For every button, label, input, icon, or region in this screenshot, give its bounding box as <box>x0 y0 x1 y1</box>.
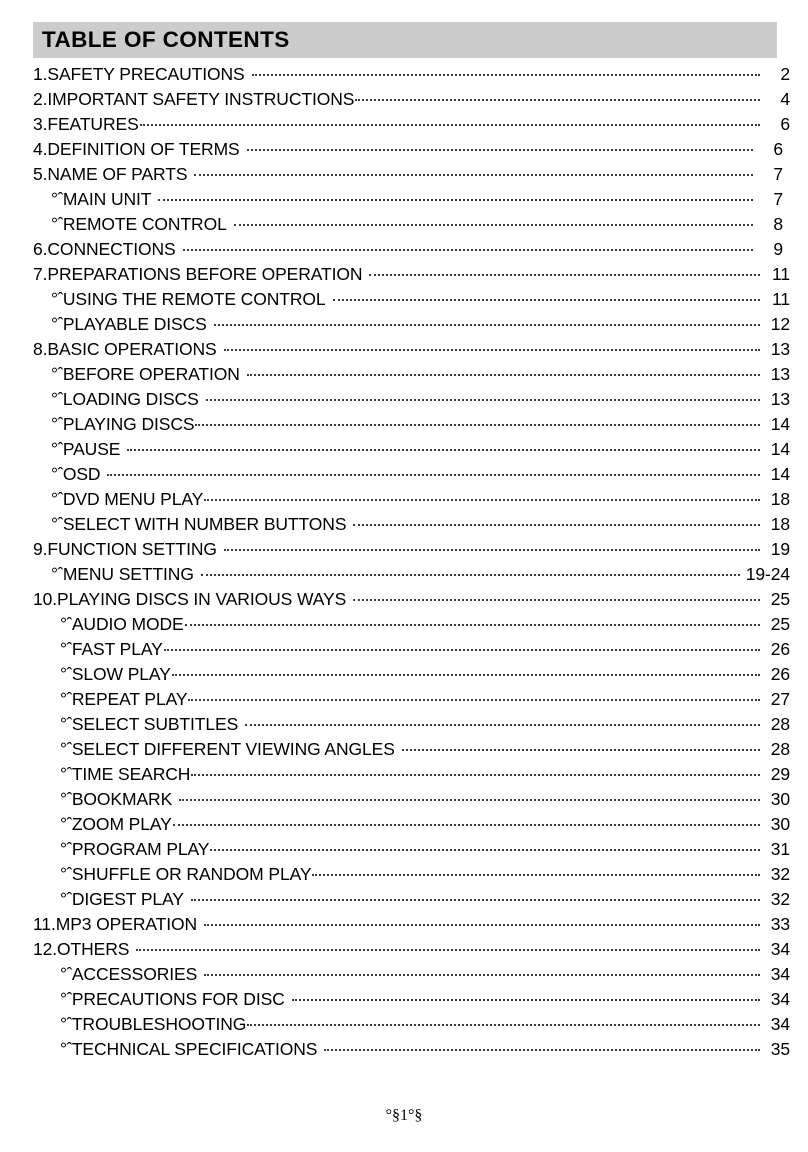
toc-entry-label: SELECT SUBTITLES <box>71 714 239 734</box>
toc-entry-page-number: 26 <box>770 664 790 684</box>
dot-leader <box>183 248 753 251</box>
bullet-icon: °ˆ <box>60 689 72 709</box>
toc-entry-label: SHUFFLE OR RANDOM PLAY <box>71 864 312 884</box>
bullet-icon: °ˆ <box>60 739 72 759</box>
toc-entry-page-number: 13 <box>770 364 790 384</box>
toc-entry-label: 2.IMPORTANT SAFETY INSTRUCTIONS <box>33 89 355 109</box>
toc-entry-page-number: 26 <box>770 639 790 659</box>
toc-entry-page-number: 14 <box>770 414 790 434</box>
bullet-icon: °ˆ <box>60 1014 72 1034</box>
toc-entry-label: 10.PLAYING DISCS IN VARIOUS WAYS <box>33 589 347 609</box>
dot-leader <box>402 748 760 751</box>
dot-leader <box>247 148 753 151</box>
bullet-icon: °ˆ <box>51 314 63 334</box>
bullet-icon: °ˆ <box>60 789 72 809</box>
toc-entry-label: AUDIO MODE <box>71 614 184 634</box>
toc-entry-page-number: 19-24 <box>745 564 790 584</box>
toc-entry-label: PLAYABLE DISCS <box>62 314 207 334</box>
toc-entry-page-number: 8 <box>773 214 783 234</box>
toc-entry-label: REPEAT PLAY <box>71 689 188 709</box>
toc-entry[interactable] <box>0 1039 808 1064</box>
toc-entry[interactable] <box>0 364 808 389</box>
toc-entry[interactable] <box>0 839 808 864</box>
toc-entry[interactable] <box>0 289 808 314</box>
toc-entry-page-number: 18 <box>770 514 790 534</box>
toc-entry[interactable] <box>0 439 808 464</box>
dot-leader <box>369 273 760 276</box>
toc-entry[interactable] <box>0 514 808 539</box>
bullet-icon: °ˆ <box>60 764 72 784</box>
toc-entry[interactable] <box>0 814 808 839</box>
dot-leader <box>172 673 760 676</box>
dot-leader <box>136 948 760 951</box>
toc-entry-page-number: 30 <box>770 789 790 809</box>
dot-leader <box>185 623 760 626</box>
toc-entry-label: 8.BASIC OPERATIONS <box>33 339 217 359</box>
toc-entry-page-number: 29 <box>770 764 790 784</box>
toc-entry-page-number: 19 <box>770 539 790 559</box>
toc-entry-page-number: 6 <box>773 139 783 159</box>
toc-entry-label: ZOOM PLAY <box>71 814 172 834</box>
toc-entry[interactable] <box>0 589 808 614</box>
toc-entry-page-number: 14 <box>770 439 790 459</box>
toc-entry[interactable] <box>0 89 808 114</box>
dot-leader <box>245 723 760 726</box>
bullet-icon: °ˆ <box>60 864 72 884</box>
bullet-icon: °ˆ <box>60 714 72 734</box>
toc-entry[interactable] <box>0 489 808 514</box>
toc-entry-page-number: 27 <box>770 689 790 709</box>
toc-entry-label: DVD MENU PLAY <box>62 489 204 509</box>
dot-leader <box>324 1048 760 1051</box>
toc-entry-page-number: 34 <box>770 1014 790 1034</box>
toc-entry[interactable] <box>0 414 808 439</box>
toc-entry-label: ACCESSORIES <box>71 964 198 984</box>
page-number-footer: °§1°§ <box>385 1107 423 1124</box>
toc-entry-page-number: 33 <box>770 914 790 934</box>
dot-leader <box>224 348 760 351</box>
dot-leader <box>206 398 760 401</box>
toc-entry-page-number: 9 <box>773 239 783 259</box>
toc-entry-label: OSD <box>62 464 101 484</box>
bullet-icon: °ˆ <box>60 889 72 909</box>
toc-entry[interactable] <box>0 889 808 914</box>
dot-leader <box>214 323 760 326</box>
toc-entry-label: USING THE REMOTE CONTROL <box>62 289 326 309</box>
toc-entry[interactable] <box>0 739 808 764</box>
toc-entry-label: PRECAUTIONS FOR DISC <box>71 989 285 1009</box>
toc-entry-page-number: 13 <box>770 339 790 359</box>
toc-entry-page-number: 32 <box>770 889 790 909</box>
toc-entry-label: PAUSE <box>62 439 121 459</box>
toc-entry-label: PROGRAM PLAY <box>71 839 210 859</box>
toc-entry-page-number: 28 <box>770 714 790 734</box>
toc-entry[interactable] <box>0 464 808 489</box>
bullet-icon: °ˆ <box>60 989 72 1009</box>
toc-entry[interactable] <box>0 689 808 714</box>
toc-entry-page-number: 25 <box>770 589 790 609</box>
bullet-icon: °ˆ <box>51 489 63 509</box>
dot-leader <box>191 773 760 776</box>
toc-entry-page-number: 11 <box>772 264 790 284</box>
toc-entry-label: TIME SEARCH <box>71 764 191 784</box>
dot-leader <box>292 998 760 1001</box>
bullet-icon: °ˆ <box>51 189 63 209</box>
toc-entry-page-number: 13 <box>770 389 790 409</box>
toc-entry-label: 1.SAFETY PRECAUTIONS <box>33 64 245 84</box>
toc-entry[interactable] <box>0 989 808 1014</box>
toc-entry[interactable] <box>0 939 808 964</box>
dot-leader <box>191 898 760 901</box>
toc-entry-label: FAST PLAY <box>71 639 163 659</box>
toc-entry-label: BOOKMARK <box>71 789 173 809</box>
dot-leader <box>204 498 760 501</box>
toc-entry[interactable] <box>0 639 808 664</box>
toc-entry[interactable] <box>0 264 808 289</box>
bullet-icon: °ˆ <box>60 964 72 984</box>
toc-entry-page-number: 34 <box>770 989 790 1009</box>
toc-entry[interactable] <box>0 214 808 239</box>
dot-leader <box>224 548 760 551</box>
bullet-icon: °ˆ <box>60 664 72 684</box>
toc-entry[interactable] <box>0 114 808 139</box>
toc-entry[interactable] <box>0 614 808 639</box>
bullet-icon: °ˆ <box>60 814 72 834</box>
bullet-icon: °ˆ <box>51 364 63 384</box>
toc-entry-label: LOADING DISCS <box>62 389 199 409</box>
toc-entry-page-number: 6 <box>780 114 790 134</box>
toc-entry[interactable] <box>0 339 808 364</box>
dot-leader <box>234 223 753 226</box>
dot-leader <box>194 173 753 176</box>
toc-entry[interactable] <box>0 764 808 789</box>
bullet-icon: °ˆ <box>51 464 63 484</box>
toc-entry-page-number: 25 <box>770 614 790 634</box>
dot-leader <box>355 98 760 101</box>
dot-leader <box>247 1023 760 1026</box>
toc-entry-page-number: 7 <box>773 189 783 209</box>
bullet-icon: °ˆ <box>51 514 63 534</box>
toc-entry-page-number: 7 <box>773 164 783 184</box>
toc-entry-label: 7.PREPARATIONS BEFORE OPERATION <box>33 264 363 284</box>
toc-entry[interactable] <box>0 389 808 414</box>
toc-entry-label: 4.DEFINITION OF TERMS <box>33 139 240 159</box>
toc-entry-label: BEFORE OPERATION <box>62 364 240 384</box>
bullet-icon: °ˆ <box>51 214 63 234</box>
dot-leader <box>210 848 760 851</box>
dot-leader <box>164 648 760 651</box>
dot-leader <box>312 873 760 876</box>
toc-entry-page-number: 32 <box>770 864 790 884</box>
dot-leader <box>195 423 760 426</box>
toc-entry-page-number: 4 <box>780 89 790 109</box>
toc-entry-label: 6.CONNECTIONS <box>33 239 176 259</box>
toc-entry[interactable] <box>0 664 808 689</box>
toc-entry[interactable] <box>0 789 808 814</box>
dot-leader <box>201 573 740 576</box>
dot-leader <box>353 598 760 601</box>
toc-entry-page-number: 35 <box>770 1039 790 1059</box>
toc-entry[interactable] <box>0 714 808 739</box>
bullet-icon: °ˆ <box>60 639 72 659</box>
bullet-icon: °ˆ <box>60 839 72 859</box>
toc-entry-page-number: 18 <box>770 489 790 509</box>
bullet-icon: °ˆ <box>51 289 63 309</box>
dot-leader <box>127 448 760 451</box>
dot-leader <box>204 923 760 926</box>
toc-entry[interactable] <box>0 539 808 564</box>
bullet-icon: °ˆ <box>51 389 63 409</box>
toc-entry-label: 12.OTHERS <box>33 939 130 959</box>
dot-leader <box>247 373 760 376</box>
bullet-icon: °ˆ <box>51 564 63 584</box>
toc-entry-page-number: 14 <box>770 464 790 484</box>
toc-entry-label: 5.NAME OF PARTS <box>33 164 188 184</box>
bullet-icon: °ˆ <box>60 614 72 634</box>
toc-entry-label: SELECT WITH NUMBER BUTTONS <box>62 514 347 534</box>
toc-entry[interactable] <box>0 964 808 989</box>
dot-leader <box>333 298 760 301</box>
bullet-icon: °ˆ <box>51 414 63 434</box>
toc-entry-label: SLOW PLAY <box>71 664 171 684</box>
toc-entry[interactable] <box>0 164 808 189</box>
toc-entry-page-number: 34 <box>770 939 790 959</box>
bullet-icon: °ˆ <box>51 439 63 459</box>
toc-entry[interactable] <box>0 1014 808 1039</box>
table-of-contents-header <box>33 22 777 58</box>
table-of-contents-list <box>0 64 808 1064</box>
toc-entry-page-number: 2 <box>780 64 790 84</box>
toc-entry-label: REMOTE CONTROL <box>62 214 227 234</box>
toc-entry-label: SELECT DIFFERENT VIEWING ANGLES <box>71 739 395 759</box>
toc-entry-page-number: 11 <box>772 289 790 309</box>
toc-entry-label: 3.FEATURES <box>33 114 139 134</box>
toc-entry-label: TECHNICAL SPECIFICATIONS <box>71 1039 318 1059</box>
bullet-icon: °ˆ <box>60 1039 72 1059</box>
toc-entry-label: TROUBLESHOOTING <box>71 1014 247 1034</box>
toc-entry-page-number: 30 <box>770 814 790 834</box>
toc-entry[interactable] <box>0 314 808 339</box>
toc-entry[interactable] <box>0 189 808 214</box>
toc-entry[interactable] <box>0 139 808 164</box>
toc-entry-label: MENU SETTING <box>62 564 194 584</box>
toc-entry-page-number: 12 <box>770 314 790 334</box>
toc-entry-label: DIGEST PLAY <box>71 889 184 909</box>
toc-entry-label: 9.FUNCTION SETTING <box>33 539 217 559</box>
dot-leader <box>204 973 760 976</box>
toc-entry[interactable] <box>0 864 808 889</box>
toc-entry-label: PLAYING DISCS <box>62 414 195 434</box>
toc-entry[interactable] <box>0 914 808 939</box>
toc-entry-label: 11.MP3 OPERATION <box>33 914 198 934</box>
toc-entry-page-number: 28 <box>770 739 790 759</box>
toc-entry[interactable] <box>0 564 808 589</box>
dot-leader <box>188 698 760 701</box>
toc-entry-page-number: 31 <box>770 839 790 859</box>
dot-leader <box>179 798 760 801</box>
toc-entry-page-number: 34 <box>770 964 790 984</box>
dot-leader <box>173 823 760 826</box>
dot-leader <box>353 523 760 526</box>
dot-leader <box>140 123 760 126</box>
dot-leader <box>107 473 760 476</box>
dot-leader <box>158 198 753 201</box>
toc-entry[interactable] <box>0 64 808 89</box>
dot-leader <box>252 73 760 76</box>
toc-entry[interactable] <box>0 239 808 264</box>
page-title: TABLE OF CONTENTS <box>42 26 290 52</box>
toc-entry-label: MAIN UNIT <box>62 189 152 209</box>
